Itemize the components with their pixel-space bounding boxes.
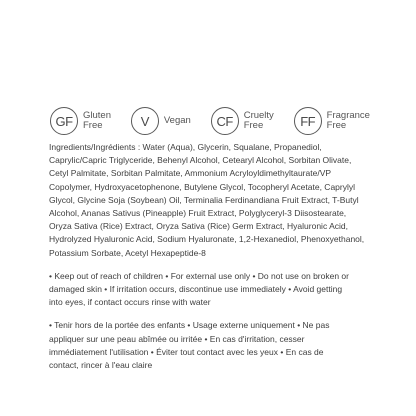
gluten-free-label: Gluten Free xyxy=(83,109,111,131)
fragrance-free-icon: FF xyxy=(294,107,322,135)
fragrance-free-label: Fragrance Free xyxy=(326,109,370,131)
vegan-icon: V xyxy=(131,107,159,135)
cruelty-free-icon: CF xyxy=(211,107,239,135)
ingredients-list: Ingredients/Ingrédients : Water (Aqua), Glycerin, Squalane, Propanediol, Caprylic/Capric Triglyceride, Behenyl Alcohol, Cetearyl Alcohol, Sorbitan Olivate, Cetyl Palmitate, Sorbitan Palmitate, Ammonium Acryloyldimethyltaurate/VP Copolymer, Hydroxyacetophenone, Butylene Glycol, Tocopheryl Acetate, Caprylyl Glycol, Glycine Soja (Soybean) Oil, Terminalia Ferdinandiana Fruit Extract, T-Butyl Alcohol, Ananas Sativus (Pineapple) Fruit Extract, Polyglyceryl-3 Diisostearate, Oryza Sativa (Rice) Extract, Oryza Sativa (Rice) Germ Extract, Hyaluronic Acid, Hydrolyzed Hyaluronic Acid, Sodium Hyaluronate, 1,2-Hexanediol, Phenoxyethanol, Potassium Sorbate, Acetyl Hexapeptide-8 xyxy=(49,142,365,258)
gluten-free-badge xyxy=(50,107,111,135)
cruelty-free-label: Cruelty Free xyxy=(243,109,274,131)
warnings-english: • Keep out of reach of children • For external use only • Do not use on broken or damaged skin • If irritation occurs, discontinue use immediately • Avoid getting into eyes, if contact occurs rinse with water xyxy=(49,270,349,308)
gluten-free-icon: GF xyxy=(50,107,78,135)
fragrance-free-badge xyxy=(294,107,370,135)
warnings-french: • Tenir hors de la portée des enfants • Usage externe uniquement • Ne pas appliquer sur une peau abîmée ou irritée • En cas d'irritation, cesser immédiatement l'utilisation • Éviter tout contact avec les yeux • En cas de contact, rincer à l'eau claire xyxy=(49,320,330,371)
label-text-block xyxy=(49,141,371,372)
cruelty-free-badge xyxy=(211,107,274,135)
vegan-badge xyxy=(131,107,191,135)
claims-badge-row xyxy=(50,107,370,135)
vegan-label: Vegan xyxy=(163,114,191,126)
